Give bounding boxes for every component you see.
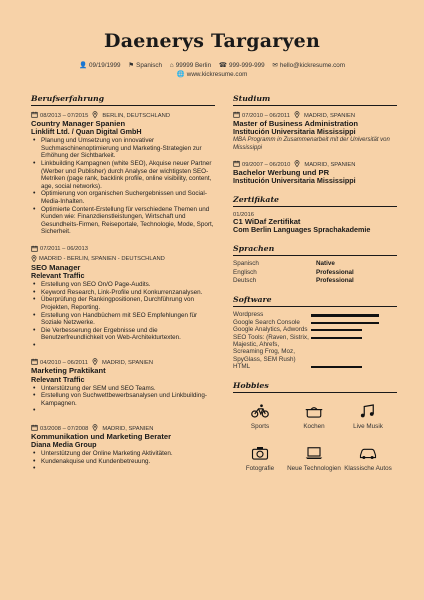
hobby-item [341,403,395,445]
software-row [233,319,397,326]
laptop-icon [287,445,341,461]
software-name: Google Search Console [233,318,300,326]
date-range: 09/2007 – 06/2010 [242,161,291,168]
certificates-heading: Zertifikate [233,195,397,207]
language-row [233,269,397,277]
hobby-item [287,445,341,487]
software-name: HTML [233,363,251,371]
skill-level-bar [311,329,379,331]
skill-level-bar [311,314,379,316]
job-entry [31,245,215,350]
school-name: Institución Universitaria Mississippi [233,127,356,137]
certificate-title: C1 WiDaf Zertifikat [233,217,301,227]
education-entry [233,111,397,152]
software-name: SEO Tools: (Raven, Sistrix, Majestic, Ahrefs, Screaming Frog, Moz, SpyGlass, SEM Rush) [233,333,309,363]
software-row [233,363,397,370]
contact-line-2 [0,70,424,78]
location: BERLIN, DEUTSCHLAND [102,112,171,119]
bullet-item: • Keyword Research, Link-Profile und Konkurrenzanalysen. [31,289,215,297]
bullet-item: • Unterstützung der SEM und SEO Teams. [31,385,215,393]
language-row [233,277,397,285]
languages-list [233,260,397,285]
education-note: MBA Programm in Zusammenarbeit mit der Universität von Mississippi [233,137,390,151]
hobby-item [341,445,395,487]
software-row [233,334,397,364]
hobby-item [233,403,287,445]
hobby-item [233,445,287,487]
school-name: Institución Universitaria Mississippi [233,176,356,186]
language-level: Professional [316,268,354,276]
job-title: SEO Manager [31,262,81,272]
website-link[interactable]: www.kickresume.com [186,71,248,78]
job-bullets [31,137,215,236]
education-heading: Studium [233,94,397,106]
date-range: 07/2011 – 06/2013 [40,246,88,253]
experience-list [31,111,215,473]
car-icon [341,445,395,461]
birthdate: 09/19/1999 [89,62,121,69]
date-row [31,245,215,254]
camera-icon [233,445,287,461]
bullet-item: • Erstellung von SEO On/O Page-Audits. [31,281,215,289]
hobby-item [287,403,341,445]
music-note-icon [341,403,395,419]
education-entry [233,160,397,185]
bullet-item [31,342,215,350]
certificate-item [233,212,397,234]
date-range: 04/2010 – 06/2011 [40,359,88,366]
location: MADRID, SPANIEN [303,112,356,119]
bullet-item [31,465,215,473]
home-icon: ⌂ [169,62,174,69]
language-row [233,260,397,268]
hobby-label: Sports [250,422,270,430]
hobby-label: Kochen [303,422,325,430]
software-heading: Software [233,295,397,307]
software-name: Wordpress [233,311,264,319]
job-title: Country Manager Spanien [31,119,126,128]
bullet-item: • Planung und Umsetzung von innovativer Suchmaschinenoptimierung und Marketing-Strategien zur Erhöhung der Sichtbarkeit. [31,137,215,160]
user-icon: 👤 [78,62,88,69]
software-row [233,326,397,333]
location: MADRID, SPANIEN [101,359,154,366]
company-name: Relevant Traffic [31,271,85,281]
education-list [233,111,397,185]
bullet-item: • Erstellung von Suchwettbewerbsanalysen und Linkbuilding-Kampagnen. [31,392,215,407]
skill-level-gap [362,337,379,339]
contact-line-1 [0,61,424,69]
skill-level-bar [311,366,379,368]
location: MADRID - BERLIN, SPANIEN - DEUTSCHLAND [39,256,165,263]
job-bullets [31,450,215,473]
bullet-item: • Kundenakquise und Kundenbetreuung. [31,458,215,466]
software-name: Google Analytics, Adwords [233,326,308,334]
hobby-label: Live Musik [353,422,383,430]
nationality: Spanisch [136,62,163,69]
language-name: Deutsch [233,277,257,285]
right-column [233,94,397,487]
bullet-item: • Optimierung von organischen Suchergebnissen und Social-Media-Inhalten. [31,190,215,205]
job-entry [31,111,215,236]
job-bullets [31,385,215,415]
language-name: Spanisch [233,260,259,268]
location: MADRID, SPANIEN [304,161,356,168]
certificate-issuer: Com Berlin Languages Sprachakademie [233,225,371,235]
bullet-item: • Die Verbesserung der Ergebnisse und die Benutzerfreundlichkeit von Web-Architekturtexten. [31,327,215,342]
job-entry [31,424,215,473]
company-name: Diana Media Group [31,440,97,450]
calendar-icon [31,245,38,254]
email-icon: ✉ [272,62,278,69]
job-bullets [31,281,215,349]
bullet-item [31,407,215,415]
date-range: 07/2010 – 06/2011 [242,112,290,119]
company-name: Relevant Traffic [31,374,85,384]
software-list [233,311,397,370]
date-range: 03/2008 – 07/2008 [40,425,89,432]
hobbies-heading: Hobbies [233,381,397,393]
experience-heading: Berufserfahrung [31,94,215,106]
language-level: Professional [316,277,354,285]
flag-icon: ⚑ [128,62,135,69]
left-column [31,94,215,473]
hobbies-grid [233,403,397,487]
bullet-item: • Erstellung von Handbüchern mit SEO Empfehlungen für Soziale Netzwerke. [31,312,215,327]
languages-heading: Sprachen [233,244,397,256]
bullet-item: • Optimierte Content-Erstellung für verschiedene Themen und Kunden wie: Finanzdienstleistungen, Wirtschaft und Gesundheits-Firmen, Reiseportale, Technologie, Mode, Sport, Sicherheit. [31,206,215,236]
company-name: Linklift Ltd. / Quan Digital GmbH [31,127,142,137]
bicycle-icon [233,403,287,419]
address: 99999 Berlin [175,62,212,69]
bullet-item: • Linkbuilding Kampagnen (white SEO), Akquise neuer Partner (Werber und Publisher) durch Analyse der wichtigsten SEO- Metriken (page rank, backlink profile, online visibility, content, age, social networks). [31,160,215,190]
skill-level-bar [311,337,379,339]
job-title: Marketing Praktikant [31,366,106,376]
degree-title: Bachelor Werbung und PR [233,168,330,178]
hobby-label: Klassische Autos [344,464,392,472]
skill-level-bar [311,322,379,324]
language-level: Native [316,260,335,268]
cooking-pot-icon [287,403,341,419]
job-entry [31,358,215,415]
phone-icon: ☎ [218,62,227,69]
software-row [233,311,397,318]
hobby-label: Neue Technologien [287,464,341,472]
candidate-name: Daenerys Targaryen [104,30,320,52]
globe-icon: 🌐 [176,71,185,78]
hobby-label: Fotografie [245,464,275,472]
job-title: Kommunikation und Marketing Berater [31,432,172,442]
certificate-date: 01/2016 [233,212,254,219]
language-name: Englisch [233,268,257,276]
phone: 999-999-999 [228,62,265,69]
email-link[interactable]: hello@kickresume.com [279,62,346,69]
bullet-item: • Überprüfung der Rankingpositionen, Durchführung von Projekten, Reporting. [31,296,215,311]
date-range: 08/2013 – 07/2015 [40,112,89,119]
bullet-item: • Unterstützung der Online Marketing Aktivitäten. [31,450,215,458]
skill-level-gap [362,329,379,331]
degree-title: Master of Business Administration [233,119,359,128]
skill-level-gap [362,366,379,368]
location: MADRID, SPANIEN [102,425,154,432]
